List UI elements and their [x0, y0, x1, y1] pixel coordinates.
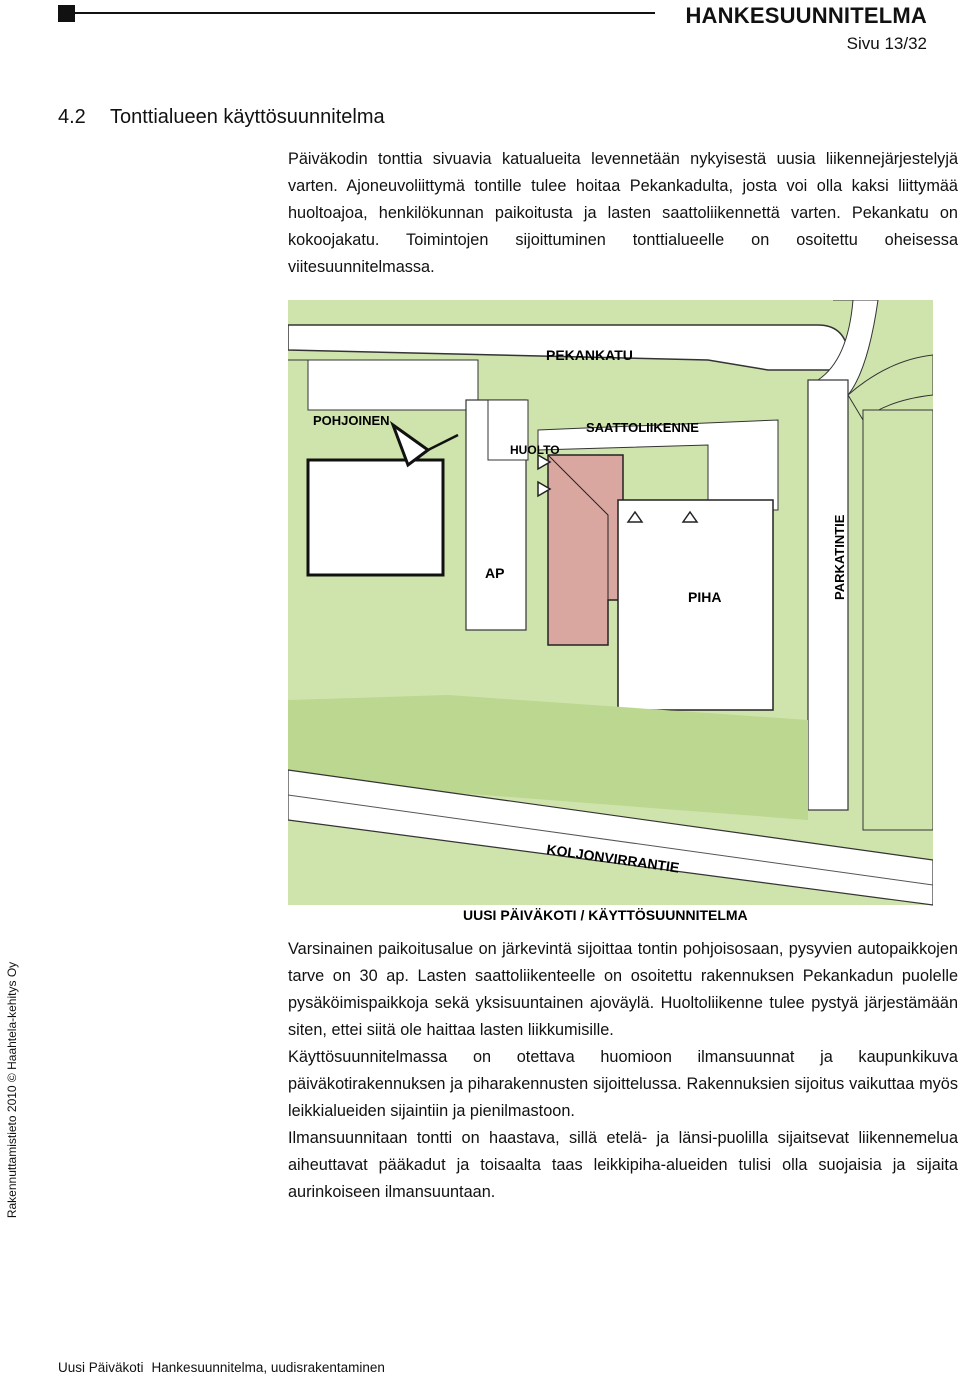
north-west-lot: [288, 360, 478, 410]
intro-paragraph: Päiväkodin tonttia sivuavia katualueita levennetään nykyisestä uusia liikennejärjestelyjä varten. Ajoneuvoliittymä tontille tulee hoitaa Pekankadulta, josta voi olla kaksi liittymää huoltoajoa, henkilökunnan paikoitusta ja lasten saattoliikennettä varten. Pekankatu on kokoojakatu. Toimintojen sijoittuminen tonttialueelle on osoitettu oheisessa viitesuunnitelmassa.: [288, 150, 958, 276]
label-north: POHJOINEN: [313, 413, 390, 428]
section-title: Tonttialueen käyttösuunnitelma: [110, 106, 385, 128]
header-mark: [58, 5, 75, 22]
footer-doc: Hankesuunnitelma, uudisrakentaminen: [151, 1360, 385, 1375]
section-number: 4.2: [58, 106, 86, 128]
label-pekankatu: PEKANKATU: [546, 347, 633, 363]
copyright-sidebar: [0, 960, 24, 1220]
body-paragraph: Käyttösuunnitelmassa on otettava huomioon ilmansuunnat ja kaupunkikuva päiväkotirakennuksen ja piharakennusten sijoittelussa. Rakennuksien sijoitus vaikuttaa myös leikkialueiden sijaintiin ja pienilmastoon.: [288, 1048, 958, 1120]
label-service: HUOLTO: [510, 443, 560, 457]
east-green: [863, 410, 933, 830]
document-title: HANKESUUNNITELMA: [685, 3, 927, 28]
body-text: [288, 936, 958, 1206]
yard-area: [618, 500, 773, 710]
map-caption: UUSI PÄIVÄKOTI / KÄYTTÖSUUNNITELMA: [463, 907, 748, 923]
label-parkatintie: PARKATINTIE: [832, 514, 847, 600]
body-paragraph: Ilmansuunnitaan tontti on haastava, sillä etelä- ja länsi-puolilla sijaitsevat liikennemelua aiheuttavat pääkadut ja toisaalta taas leikkipiha-alueiden tulisi olla suojaisia ja sijaita aurinkoiseen ilmansuuntaan.: [288, 1129, 958, 1201]
page-number: Sivu 13/32: [846, 34, 927, 53]
label-parking: AP: [485, 565, 505, 581]
label-koljonvirrantie: KOLJONVIRRANTIE: [545, 841, 681, 876]
label-pickup: SAATTOLIIKENNE: [586, 420, 699, 435]
section-heading: [58, 106, 385, 129]
site-plan-map: [288, 300, 933, 930]
footer: [58, 1360, 393, 1375]
copyright-text: Rakennuttamistieto 2010 © Haahtela-kehitys Oy: [5, 961, 19, 1219]
body-paragraph: Varsinainen paikoitusalue on järkevintä sijoittaa tontin pohjoisosaan, pysyvien autopaikkojen tarve on 30 ap. Lasten saattoliikenteelle on osoitettu rakennuksen Pekankadun puolelle pysäköimispaikkoja sekä yksisuuntainen ajoväylä. Huoltoliikenne tulee pystyä järjestämään siten, ettei siitä ole haittaa lasten liikkumisille.: [288, 940, 958, 1039]
footer-project: Uusi Päiväkoti: [58, 1360, 144, 1375]
label-yard: PIHA: [688, 589, 722, 605]
west-building: [308, 460, 443, 575]
header-rule: [75, 12, 655, 14]
